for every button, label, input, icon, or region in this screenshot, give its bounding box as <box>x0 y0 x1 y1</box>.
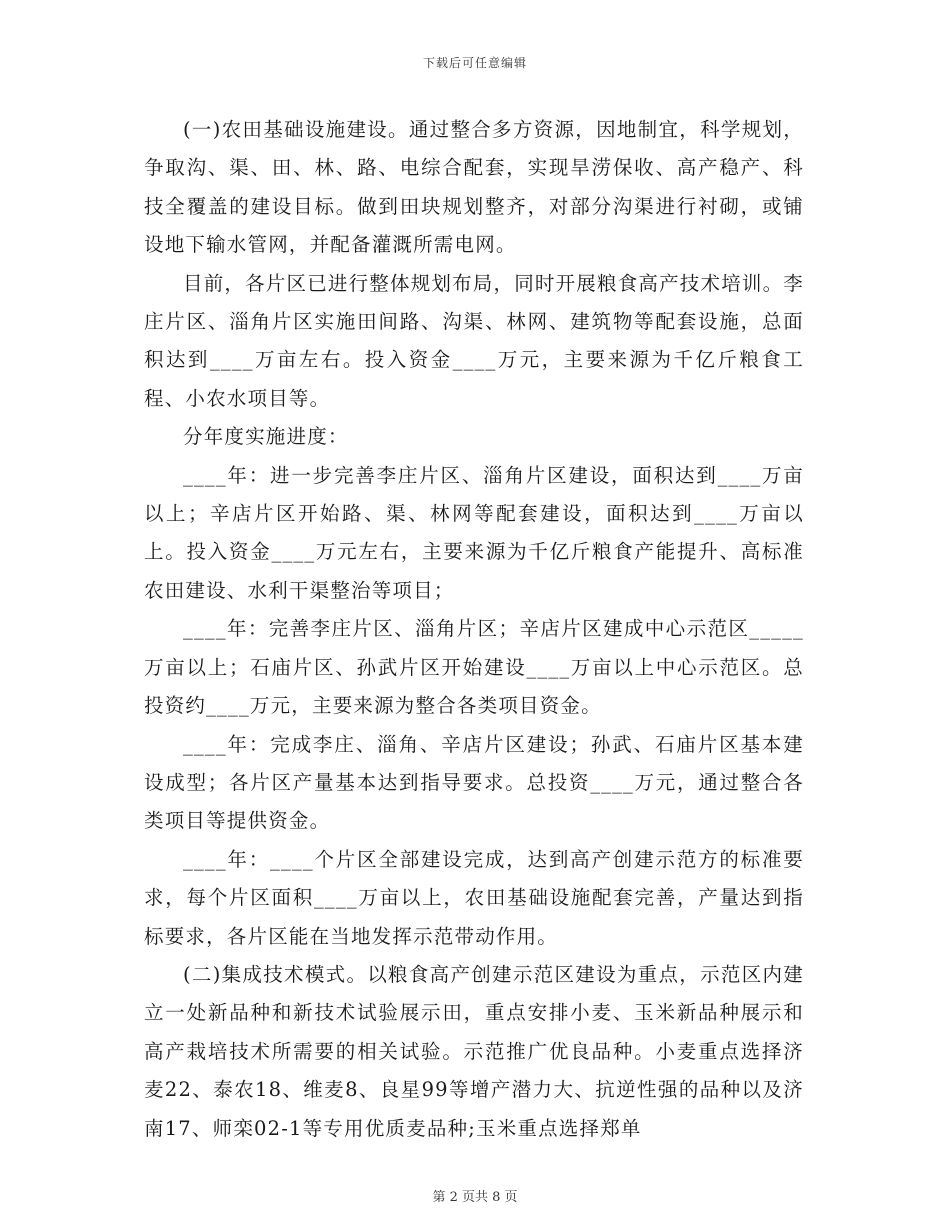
document-body <box>144 111 804 1148</box>
paragraph-year-1: ____年：进一步完善李庄片区、淄角片区建设，面积达到____万亩以上；辛店片区开始路、渠、林网等配套建设，面积达到____万亩以上。投入资金____万元左右，主要来源为千亿斤粮食产能提升、高标准农田建设、水利干渠整治等项目； <box>144 463 804 602</box>
paragraph-integrated-technology: (二)集成技术模式。以粮食高产创建示范区建设为重点，示范区内建立一处新品种和新技术试验展示田，重点安排小麦、玉米新品种展示和高产栽培技术所需要的相关试验。示范推广优良品种。小麦重点选择济麦22、泰农18、维麦8、良星99等增产潜力大、抗逆性强的品种以及济南17、师栾02-1等专用优质麦品种;玉米重点选择郑单 <box>144 962 804 1140</box>
paragraph-year-2: ____年：完善李庄片区、淄角片区；辛店片区建成中心示范区_____万亩以上；石庙片区、孙武片区开始建设____万亩以上中心示范区。总投资约____万元，主要来源为整合各类项目资金。 <box>144 617 804 718</box>
page-header: 下载后可任意编辑 <box>422 56 527 70</box>
page-footer: 第 2 页共 8 页 <box>432 1190 518 1205</box>
paragraph-farmland-infrastructure: (一)农田基础设施建设。通过整合多方资源，因地制宜，科学规划，争取沟、渠、田、林、路、电综合配套，实现旱涝保收、高产稳产、科技全覆盖的建设目标。做到田块规划整齐，对部分沟渠进行衬砌，或铺设地下输水管网，并配备灌溉所需电网。 <box>144 118 804 257</box>
paragraph-year-4: ____年：____个片区全部建设完成，达到高产创建示范方的标准要求，每个片区面积____万亩以上，农田基础设施配套完善，产量达到指标要求，各片区能在当地发挥示范带动作用。 <box>144 847 804 948</box>
paragraph-annual-schedule-heading: 分年度实施进度： <box>183 425 349 449</box>
paragraph-year-3: ____年：完成李庄、淄角、辛店片区建设；孙武、石庙片区基本建设成型；各片区产量基本达到指导要求。总投资____万元，通过整合各类项目等提供资金。 <box>144 732 804 833</box>
paragraph-current-status: 目前，各片区已进行整体规划布局，同时开展粮食高产技术培训。李庄片区、淄角片区实施田间路、沟渠、林网、建筑物等配套设施，总面积达到____万亩左右。投入资金____万元，主要来源为千亿斤粮食工程、小农水项目等。 <box>144 271 805 410</box>
